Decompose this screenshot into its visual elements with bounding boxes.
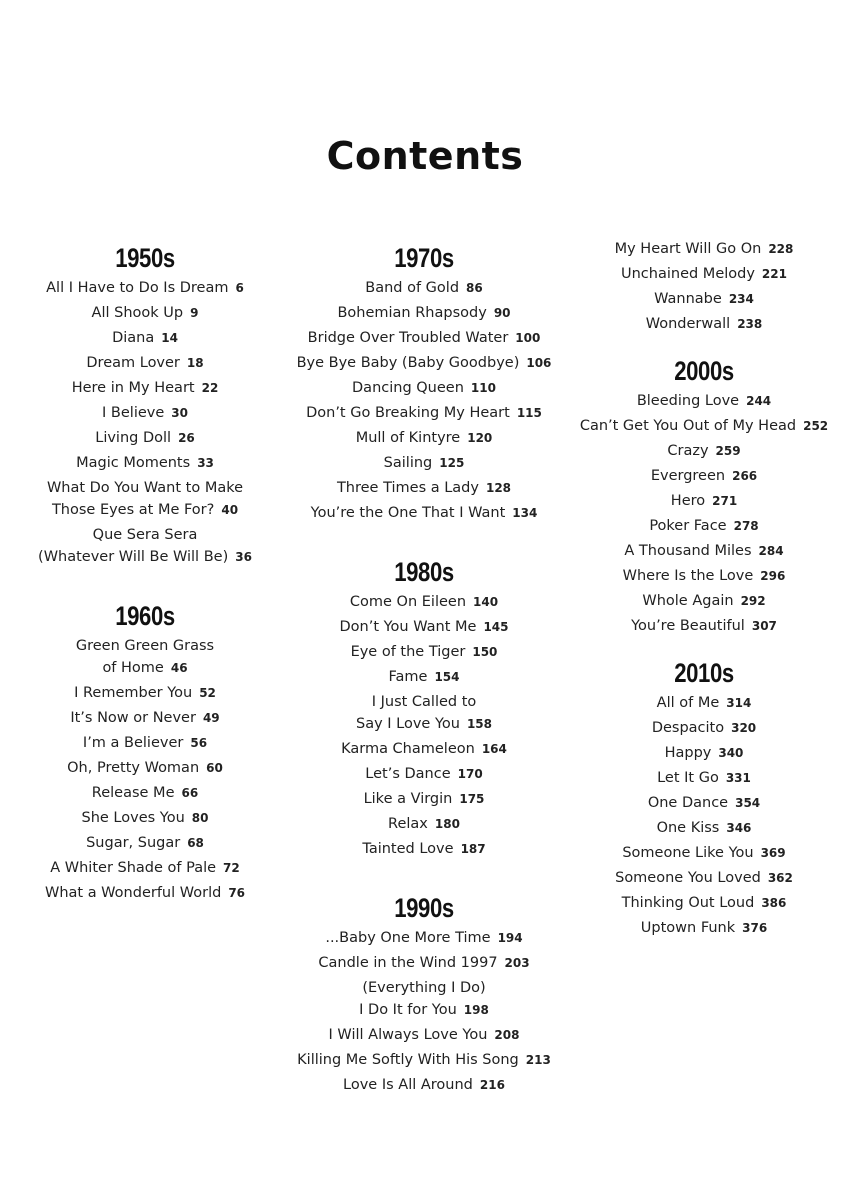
entry-title: Love Is All Around	[343, 1077, 473, 1093]
entry-title: Don’t You Want Me	[339, 619, 477, 635]
entry-title: Dancing Queen	[352, 380, 464, 396]
entry-page: 252	[803, 419, 829, 433]
toc-entry[interactable]	[290, 452, 558, 474]
entry-title: Sailing	[383, 455, 433, 471]
entry-title: Poker Face	[649, 518, 727, 534]
entry-title: Diana	[112, 330, 155, 346]
entry-page: 49	[202, 711, 220, 725]
decade-section-1960s	[20, 598, 270, 904]
decade-heading: 1950s	[115, 243, 175, 273]
toc-entry[interactable]	[20, 857, 270, 879]
entry-page: 72	[223, 861, 240, 875]
entry-title: Dream Lover	[86, 355, 180, 371]
entry-title: Fame	[388, 669, 428, 685]
entry-title: Relax	[388, 816, 428, 832]
entry-title: Don’t Go Breaking My Heart	[306, 405, 510, 421]
entry-title: Sugar, Sugar	[86, 835, 181, 851]
entry-title: You’re the One That I Want	[310, 505, 506, 521]
toc-entry[interactable]	[20, 524, 270, 568]
toc-entry[interactable]	[290, 763, 558, 785]
entry-title-line2: Those Eyes at Me For?	[51, 502, 215, 518]
entry-page: 40	[221, 503, 239, 517]
toc-entry[interactable]	[290, 302, 558, 324]
toc-entry[interactable]	[20, 327, 270, 349]
toc-entry[interactable]	[570, 565, 838, 587]
entry-title: ...Baby One More Time	[325, 930, 491, 946]
entry-title: Release Me	[91, 785, 175, 801]
toc-entry[interactable]	[20, 635, 270, 679]
entry-title: Despacito	[651, 720, 725, 736]
entry-page: 198	[463, 1003, 489, 1017]
toc-entry[interactable]	[290, 738, 558, 760]
toc-entry[interactable]	[290, 477, 558, 499]
toc-entry[interactable]	[570, 390, 838, 412]
decade-heading: 1980s	[394, 557, 454, 587]
entry-title: Like a Virgin	[363, 791, 453, 807]
entry-page: 56	[190, 736, 208, 750]
entry-title: She Loves You	[81, 810, 185, 826]
toc-entry[interactable]	[290, 977, 558, 1021]
toc-entry[interactable]	[20, 477, 270, 521]
toc-entry[interactable]	[290, 952, 558, 974]
toc-entry[interactable]	[290, 427, 558, 449]
entry-title: Candle in the Wind 1997	[318, 955, 498, 971]
toc-entry[interactable]	[20, 427, 270, 449]
toc-entry[interactable]	[570, 415, 838, 437]
entry-page: 100	[515, 331, 541, 345]
entry-page: 386	[761, 896, 787, 910]
toc-entry[interactable]	[570, 515, 838, 537]
entry-page: 164	[481, 742, 507, 756]
toc-entry[interactable]	[290, 1074, 558, 1096]
entry-page: 170	[457, 767, 483, 781]
toc-entry[interactable]	[20, 832, 270, 854]
toc-entry[interactable]	[570, 313, 838, 335]
toc-entry[interactable]	[20, 352, 270, 374]
entry-title: I’m a Believer	[82, 735, 184, 751]
entry-page: 216	[479, 1078, 505, 1092]
toc-entry[interactable]	[570, 892, 838, 914]
entry-title: Three Times a Lady	[336, 480, 479, 496]
entry-title: Someone You Loved	[615, 870, 761, 886]
entry-page: 125	[439, 456, 465, 470]
entry-title: Let It Go	[657, 770, 719, 786]
entry-page: 369	[760, 846, 786, 860]
decade-section-2010s	[570, 655, 838, 939]
entry-page: 340	[718, 746, 744, 760]
toc-entry[interactable]	[570, 263, 838, 285]
toc-entry[interactable]	[570, 465, 838, 487]
decade-section-1980s	[290, 554, 558, 860]
entry-page: 86	[466, 281, 483, 295]
entry-title: Evergreen	[650, 468, 726, 484]
toc-entry[interactable]	[290, 838, 558, 860]
entry-title: Can’t Get You Out of My Head	[579, 418, 797, 434]
entry-page: 22	[201, 381, 219, 395]
toc-entry[interactable]	[570, 717, 838, 739]
decade-heading: 2010s	[674, 658, 734, 688]
entry-page: 68	[187, 836, 204, 850]
entry-title-line1: I Just Called to	[371, 694, 477, 710]
entry-page: 278	[733, 519, 759, 533]
entry-page: 33	[197, 456, 214, 470]
toc-entry[interactable]	[570, 540, 838, 562]
entry-page: 234	[728, 292, 754, 306]
entry-title: Wannabe	[654, 291, 722, 307]
decade-section-1970s	[290, 240, 558, 524]
toc-entry[interactable]	[20, 732, 270, 754]
entry-page: 115	[516, 406, 542, 420]
toc-entry[interactable]	[290, 352, 558, 374]
toc-entry[interactable]	[570, 288, 838, 310]
entry-page: 307	[751, 619, 777, 633]
entry-page: 76	[228, 886, 246, 900]
entry-title: Come On Eileen	[349, 594, 467, 610]
entry-page: 221	[761, 267, 787, 281]
toc-entry[interactable]	[570, 490, 838, 512]
entry-page: 259	[715, 444, 741, 458]
entry-page: 26	[178, 431, 195, 445]
toc-entry[interactable]	[570, 590, 838, 612]
toc-entry[interactable]	[570, 842, 838, 864]
decade-section-1950s	[20, 240, 270, 568]
entry-page: 194	[497, 931, 523, 945]
entry-page: 120	[467, 431, 493, 445]
entry-title: I Believe	[102, 405, 165, 421]
toc-entry[interactable]	[570, 917, 838, 939]
entry-title: Whole Again	[642, 593, 734, 609]
decade-heading: 1990s	[394, 893, 454, 923]
toc-entry[interactable]	[570, 615, 838, 637]
entry-title: Oh, Pretty Woman	[67, 760, 200, 776]
entry-title-line2: Say I Love You	[355, 716, 460, 732]
entry-page: 320	[731, 721, 757, 735]
entry-title: Bye Bye Baby (Baby Goodbye)	[296, 355, 520, 371]
entry-title: I Will Always Love You	[328, 1027, 488, 1043]
entry-page: 18	[186, 356, 204, 370]
entry-page: 314	[726, 696, 752, 710]
toc-entry[interactable]	[290, 591, 558, 613]
toc-entry[interactable]	[290, 402, 558, 424]
entry-page: 52	[199, 686, 216, 700]
entry-title: One Kiss	[656, 820, 720, 836]
entry-page: 213	[525, 1053, 551, 1067]
toc-entry[interactable]	[290, 641, 558, 663]
entry-title: Crazy	[667, 443, 709, 459]
entry-title: Eye of the Tiger	[350, 644, 466, 660]
toc-entry[interactable]	[290, 788, 558, 810]
entry-title: Tainted Love	[362, 841, 454, 857]
toc-entry[interactable]	[20, 757, 270, 779]
decade-heading: 1960s	[115, 601, 175, 631]
toc-entry[interactable]	[570, 440, 838, 462]
entry-title: A Thousand Miles	[624, 543, 752, 559]
entry-page: 266	[732, 469, 758, 483]
entry-page: 30	[171, 406, 188, 420]
entry-title: Bohemian Rhapsody	[337, 305, 487, 321]
entry-page: 175	[459, 792, 485, 806]
entry-page: 60	[206, 761, 223, 775]
entry-title: One Dance	[647, 795, 729, 811]
entry-page: 145	[483, 620, 509, 634]
toc-entry[interactable]	[290, 813, 558, 835]
entry-page: 362	[767, 871, 793, 885]
entry-page: 376	[742, 921, 768, 935]
toc-entry[interactable]	[290, 277, 558, 299]
entry-page: 46	[170, 661, 188, 675]
toc-entry[interactable]	[290, 927, 558, 949]
entry-page: 80	[191, 811, 209, 825]
entry-title: A Whiter Shade of Pale	[50, 860, 217, 876]
toc-entry[interactable]	[570, 867, 838, 889]
toc-entry[interactable]	[570, 792, 838, 814]
decade-section-2000s	[570, 353, 838, 637]
toc-entry[interactable]	[20, 682, 270, 704]
entry-title: Uptown Funk	[640, 920, 736, 936]
decade-section-1990s-continued	[570, 238, 838, 335]
entry-title: Magic Moments	[76, 455, 191, 471]
entry-page: 90	[493, 306, 511, 320]
entry-title: Bleeding Love	[636, 393, 740, 409]
toc-entry[interactable]	[290, 1024, 558, 1046]
entry-page: 228	[768, 242, 794, 256]
entry-page: 292	[740, 594, 766, 608]
toc-entry[interactable]	[20, 277, 270, 299]
toc-entry[interactable]	[20, 807, 270, 829]
entry-title: Karma Chameleon	[341, 741, 475, 757]
entry-page: 271	[712, 494, 738, 508]
toc-entry[interactable]	[20, 707, 270, 729]
entry-page: 66	[181, 786, 199, 800]
entry-title: Happy	[664, 745, 712, 761]
entry-title: All Shook Up	[91, 305, 184, 321]
entry-title: What a Wonderful World	[44, 885, 222, 901]
entry-title-line2: I Do It for You	[359, 1002, 457, 1018]
entry-title: Hero	[670, 493, 706, 509]
entry-page: 187	[460, 842, 486, 856]
entry-title: All of Me	[656, 695, 720, 711]
page-title: Contents	[326, 134, 524, 178]
entry-page: 154	[434, 670, 460, 684]
entry-title: Mull of Kintyre	[355, 430, 461, 446]
toc-entry[interactable]	[570, 238, 838, 260]
entry-title: Wonderwall	[645, 316, 731, 332]
entry-page: 203	[504, 956, 530, 970]
entry-page: 244	[746, 394, 772, 408]
decade-heading: 1970s	[394, 243, 454, 273]
toc-entry[interactable]	[20, 782, 270, 804]
entry-title: Unchained Melody	[621, 266, 755, 282]
toc-entry[interactable]	[20, 452, 270, 474]
toc-entry[interactable]	[290, 666, 558, 688]
entry-title: Here in My Heart	[71, 380, 195, 396]
entry-page: 238	[737, 317, 763, 331]
entry-title: Let’s Dance	[365, 766, 451, 782]
entry-title-line1: What Do You Want to Make	[46, 480, 244, 496]
entry-title-line2: (Whatever Will Be Will Be)	[38, 549, 229, 565]
entry-title-line1: (Everything I Do)	[362, 980, 486, 996]
entry-title: My Heart Will Go On	[614, 241, 762, 257]
entry-page: 36	[235, 550, 252, 564]
entry-page: 296	[760, 569, 786, 583]
toc-entry[interactable]	[290, 691, 558, 735]
toc-entry[interactable]	[290, 1049, 558, 1071]
toc-entry[interactable]	[570, 742, 838, 764]
entry-title: Band of Gold	[365, 280, 460, 296]
contents-column-2	[290, 240, 558, 1099]
entry-title: All I Have to Do Is Dream	[46, 280, 229, 296]
toc-entry[interactable]	[20, 302, 270, 324]
entry-title: Bridge Over Troubled Water	[307, 330, 509, 346]
entry-page: 106	[526, 356, 552, 370]
entry-page: 150	[472, 645, 498, 659]
entry-page: 140	[473, 595, 499, 609]
entry-page: 208	[494, 1028, 520, 1042]
entry-page: 180	[434, 817, 460, 831]
entry-page: 9	[190, 306, 199, 320]
contents-column-3	[570, 238, 838, 942]
entry-page: 354	[735, 796, 761, 810]
toc-entry[interactable]	[20, 882, 270, 904]
entry-page: 331	[725, 771, 751, 785]
decade-heading: 2000s	[674, 356, 734, 386]
entry-page: 110	[470, 381, 496, 395]
entry-title: Thinking Out Loud	[621, 895, 755, 911]
toc-entry[interactable]	[290, 616, 558, 638]
contents-column-1	[20, 240, 270, 907]
entry-page: 6	[235, 281, 244, 295]
toc-entry[interactable]	[20, 402, 270, 424]
entry-title-line1: Green Green Grass	[75, 638, 215, 654]
entry-page: 128	[485, 481, 512, 495]
entry-title-line2: of Home	[102, 660, 164, 676]
entry-page: 134	[512, 506, 538, 520]
toc-entry[interactable]	[20, 377, 270, 399]
entry-title: You’re Beautiful	[631, 618, 745, 634]
entry-page: 284	[758, 544, 784, 558]
toc-entry[interactable]	[570, 767, 838, 789]
entry-page: 346	[726, 821, 752, 835]
toc-entry[interactable]	[570, 817, 838, 839]
toc-entry[interactable]	[570, 692, 838, 714]
entry-page: 158	[466, 717, 493, 731]
entry-title: Where Is the Love	[622, 568, 754, 584]
entry-title-line1: Que Sera Sera	[92, 527, 198, 543]
toc-entry[interactable]	[290, 377, 558, 399]
entry-title: Someone Like You	[622, 845, 754, 861]
toc-entry[interactable]	[290, 327, 558, 349]
entry-title: Living Doll	[95, 430, 172, 446]
entry-page: 14	[161, 331, 178, 345]
entry-title: I Remember You	[74, 685, 193, 701]
entry-title: Killing Me Softly With His Song	[297, 1052, 519, 1068]
entry-title: It’s Now or Never	[70, 710, 196, 726]
decade-section-1990s	[290, 890, 558, 1096]
toc-entry[interactable]	[290, 502, 558, 524]
